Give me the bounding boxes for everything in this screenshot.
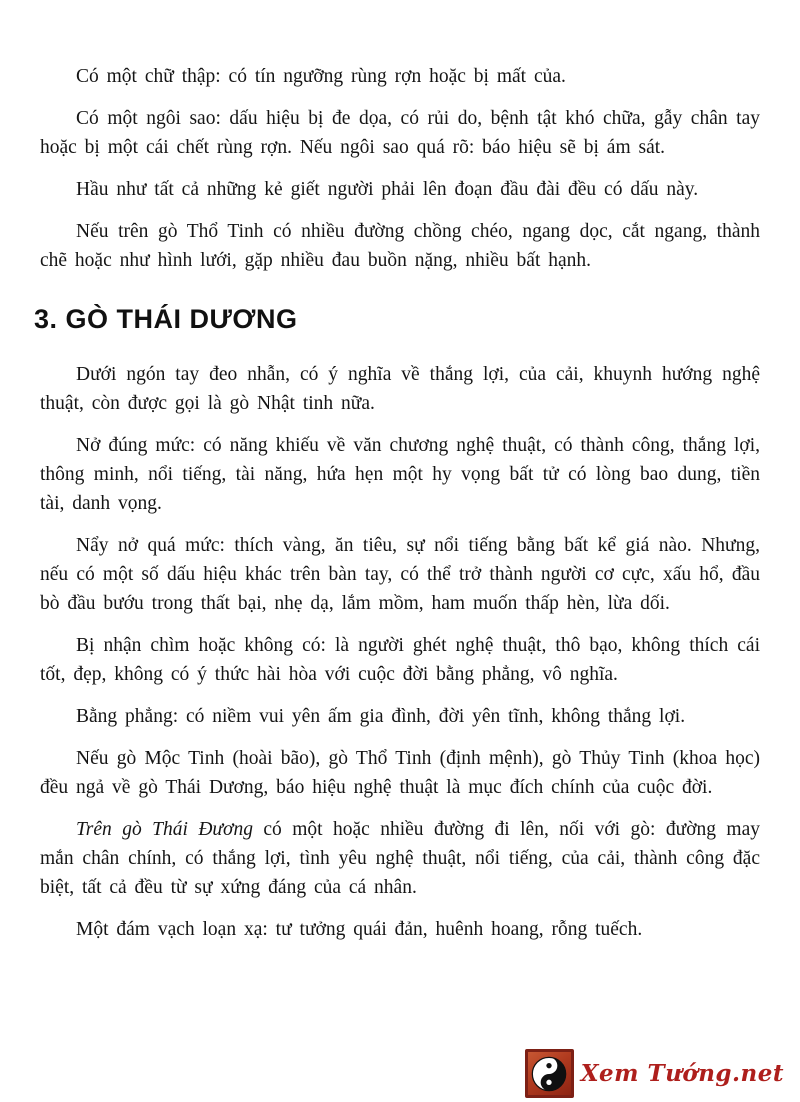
paragraph-text: có một hoặc nhiều đường đi lên, nối với gò: đường may mắn chân chính, có thắng lợi, tình yêu nghệ thuật, nổi tiếng, của cải, thành công đặc biệt, tất cả đều từ sự xứng đáng của cá nhân. [40,819,761,898]
paragraph: Dưới ngón tay đeo nhẫn, có ý nghĩa về thắng lợi, của cải, khuynh hướng nghệ thuật, còn được gọi là gò Nhật tinh nữa. [40,364,760,414]
paragraph: Nếu trên gò Thổ Tinh có nhiều đường chồng chéo, ngang dọc, cắt ngang, thành chẽ hoặc như hình lưới, gặp nhiều đau buồn nặng, nhiều bất hạnh. [40,221,760,271]
paragraph: Nẩy nở quá mức: thích vàng, ăn tiêu, sự nổi tiếng bằng bất kể giá nào. Nhưng, nếu có một số dấu hiệu khác trên bàn tay, có thể trở thành người cơ cực, xấu hổ, đầu bò đầu bướu trong thất bại, nhẹ dạ, lắm mồm, ham muốn thấp hèn, lừa dối. [40,535,760,614]
book-page [34,62,761,957]
paragraph: Có một chữ thập: có tín ngưỡng rùng rợn hoặc bị mất của. [76,66,566,87]
xemtuong-watermark [525,1049,784,1098]
section-heading: 3. GÒ THÁI DƯƠNG [34,304,298,334]
paragraph [40,815,760,902]
paragraph: Một đám vạch loạn xạ: tư tưởng quái đản, huênh hoang, rỗng tuếch. [76,919,643,940]
paragraph: Nở đúng mức: có năng khiếu về văn chương nghệ thuật, có thành công, thắng lợi, thông minh, nổi tiếng, tài năng, hứa hẹn một hy vọng bất tử có lòng bao dung, tiền tài, danh vọng. [40,435,760,514]
paragraph: Bị nhận chìm hoặc không có: là người ghét nghệ thuật, thô bạo, không thích cái tốt, đẹp, không có ý thức hài hòa với cuộc đời bằng phẳng, vô nghĩa. [40,635,760,685]
paragraph: Nếu gò Mộc Tinh (hoài bão), gò Thổ Tinh (định mệnh), gò Thủy Tinh (khoa học) đều ngả về gò Thái Dương, báo hiệu nghệ thuật là mục đích chính của cuộc đời. [40,748,760,798]
paragraph: Bằng phẳng: có niềm vui yên ấm gia đình, đời yên tĩnh, không thắng lợi. [76,706,686,727]
italic-lead: Trên gò Thái Đương [76,819,253,840]
paragraph: Có một ngôi sao: dấu hiệu bị đe dọa, có rủi do, bệnh tật khó chữa, gẫy chân tay hoặc bị một cái chết rùng rợn. Nếu ngôi sao quá rõ: báo hiệu sẽ bị ám sát. [40,108,760,158]
watermark-text: Xem Tướng.net [580,1060,784,1087]
yin-yang-icon [525,1049,574,1098]
paragraph: Hầu như tất cả những kẻ giết người phải lên đoạn đầu đài đều có dấu này. [76,179,699,200]
